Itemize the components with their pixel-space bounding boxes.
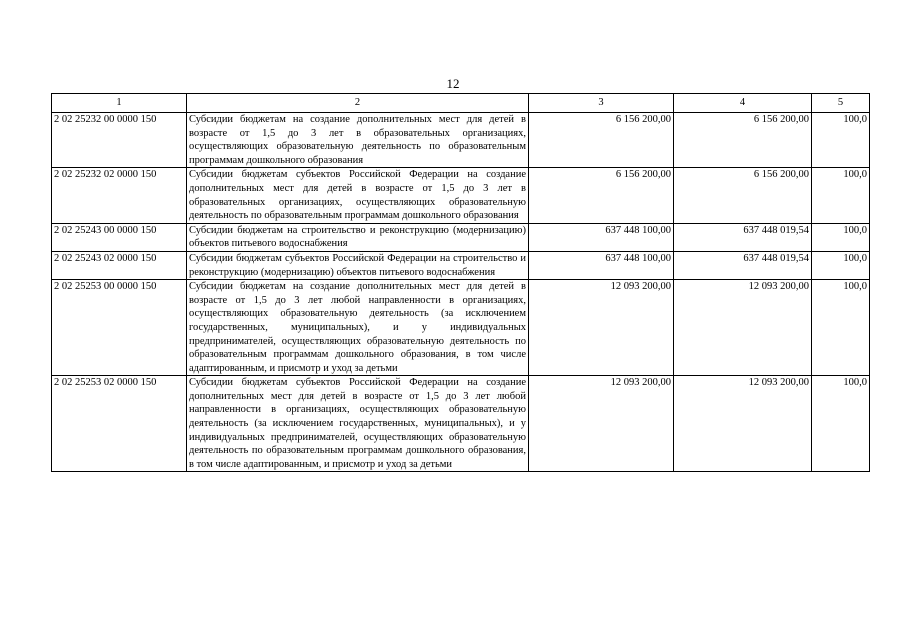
row-percent: 100,0 — [812, 280, 870, 376]
row-planned: 12 093 200,00 — [529, 280, 674, 376]
row-percent: 100,0 — [812, 223, 870, 251]
column-header-planned: 3 — [529, 94, 674, 113]
table-row — [52, 113, 870, 168]
budget-table — [51, 93, 870, 472]
row-description: Субсидии бюджетам субъектов Российской Федерации на создание дополнительных мест для детей в возрасте от 1,5 до 3 лет в образовательных организациях, осуществляющих образовательную деятельность по образовательным программам дошкольного образования — [187, 168, 529, 223]
row-planned: 637 448 100,00 — [529, 223, 674, 251]
row-executed: 637 448 019,54 — [674, 223, 812, 251]
row-percent: 100,0 — [812, 251, 870, 279]
row-description: Субсидии бюджетам субъектов Российской Федерации на строительство и реконструкцию (модернизацию) объектов питьевого водоснабжения — [187, 251, 529, 279]
row-executed: 6 156 200,00 — [674, 113, 812, 168]
row-executed: 6 156 200,00 — [674, 168, 812, 223]
row-executed: 637 448 019,54 — [674, 251, 812, 279]
row-executed: 12 093 200,00 — [674, 280, 812, 376]
table-header-row — [52, 94, 870, 113]
row-planned: 12 093 200,00 — [529, 376, 674, 472]
column-header-code: 1 — [52, 94, 187, 113]
row-planned: 6 156 200,00 — [529, 113, 674, 168]
row-description: Субсидии бюджетам субъектов Российской Федерации на создание дополнительных мест для детей в возрасте от 1,5 до 3 лет любой направленности в организациях, осуществляющих образовательную деятельность (за исключением государственных, муниципальных), и у индивидуальных предпринимателей, осуществляющих образовательную деятельность по образовательным программам дошкольного образования, в том числе адаптированным, и присмотр и уход за детьми — [187, 376, 529, 472]
row-code: 2 02 25232 02 0000 150 — [52, 168, 187, 223]
row-code: 2 02 25253 02 0000 150 — [52, 376, 187, 472]
table-row — [52, 168, 870, 223]
row-percent: 100,0 — [812, 168, 870, 223]
row-description: Субсидии бюджетам на создание дополнительных мест для детей в возрасте от 1,5 до 3 лет любой направленности в организациях, осуществляющих образовательную деятельность (за исключением государственных, муниципальных), и у индивидуальных предпринимателей, осуществляющих образовательную деятельность по образовательным программам дошкольного образования, в том числе адаптированным, и присмотр и уход за детьми — [187, 280, 529, 376]
row-code: 2 02 25253 00 0000 150 — [52, 280, 187, 376]
row-code: 2 02 25232 00 0000 150 — [52, 113, 187, 168]
row-description: Субсидии бюджетам на создание дополнительных мест для детей в возрасте от 1,5 до 3 лет в образовательных организациях, осуществляющих образовательную деятельность по образовательным программам дошкольного образования — [187, 113, 529, 168]
row-percent: 100,0 — [812, 376, 870, 472]
column-header-executed: 4 — [674, 94, 812, 113]
table-row — [52, 376, 870, 472]
row-code: 2 02 25243 00 0000 150 — [52, 223, 187, 251]
page-number: 12 — [446, 76, 460, 91]
table-row — [52, 280, 870, 376]
row-percent: 100,0 — [812, 113, 870, 168]
row-code: 2 02 25243 02 0000 150 — [52, 251, 187, 279]
row-planned: 637 448 100,00 — [529, 251, 674, 279]
table-row — [52, 223, 870, 251]
table-row — [52, 251, 870, 279]
column-header-percent: 5 — [812, 94, 870, 113]
row-planned: 6 156 200,00 — [529, 168, 674, 223]
row-description: Субсидии бюджетам на строительство и реконструкцию (модернизацию) объектов питьевого водоснабжения — [187, 223, 529, 251]
row-executed: 12 093 200,00 — [674, 376, 812, 472]
column-header-description: 2 — [187, 94, 529, 113]
